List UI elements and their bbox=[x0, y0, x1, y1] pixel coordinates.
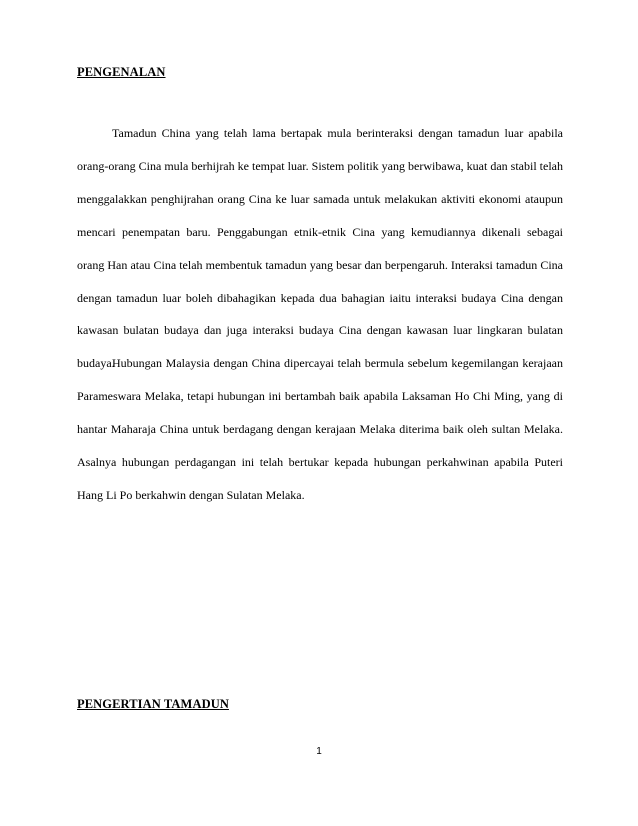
paragraph-tamadun-china: Tamadun China yang telah lama bertapak mula berinteraksi dengan tamadun luar apabila orang-orang Cina mula berhijrah ke tempat luar. Sistem politik yang berwibawa, kuat dan stabil telah menggalakkan penghijrahan orang Cina ke luar samada untuk melakukan aktiviti ekonomi ataupun mencari penempatan baru. Penggabungan etnik-etnik Cina yang kemudiannya dikenali sebagai orang Han atau Cina telah membentuk tamadun yang besar dan berpengaruh. Interaksi tamadun Cina dengan tamadun luar boleh dibahagikan kepada dua bahagian iaitu interaksi budaya Cina dengan kawasan bulatan budaya dan juga interaksi budaya Cina dengan kawasan luar lingkaran bulatan budaya. bbox=[77, 126, 563, 371]
paragraph-block-2 bbox=[77, 347, 563, 512]
section-heading-pengertian-tamadun: PENGERTIAN TAMADUN bbox=[77, 697, 229, 711]
paragraph-hubungan-malaysia: Hubungan Malaysia dengan China dipercayai telah bermula sebelum kegemilangan kerajaan Parameswara Melaka, tetapi hubungan ini bertambah baik apabila Laksaman Ho Chi Ming, yang di hantar Maharaja China untuk berdagang dengan kerajaan Melaka diterima baik oleh sultan Melaka. Asalnya hubungan perdagangan ini telah bertukar kepada hubungan perkahwinan apabila Puteri Hang Li Po berkahwin dengan Sulatan Melaka. bbox=[77, 356, 563, 502]
paragraph-block-1 bbox=[77, 117, 563, 380]
section-heading-pengenalan: PENGENALAN bbox=[77, 65, 166, 79]
page-number: 1 bbox=[316, 746, 322, 757]
